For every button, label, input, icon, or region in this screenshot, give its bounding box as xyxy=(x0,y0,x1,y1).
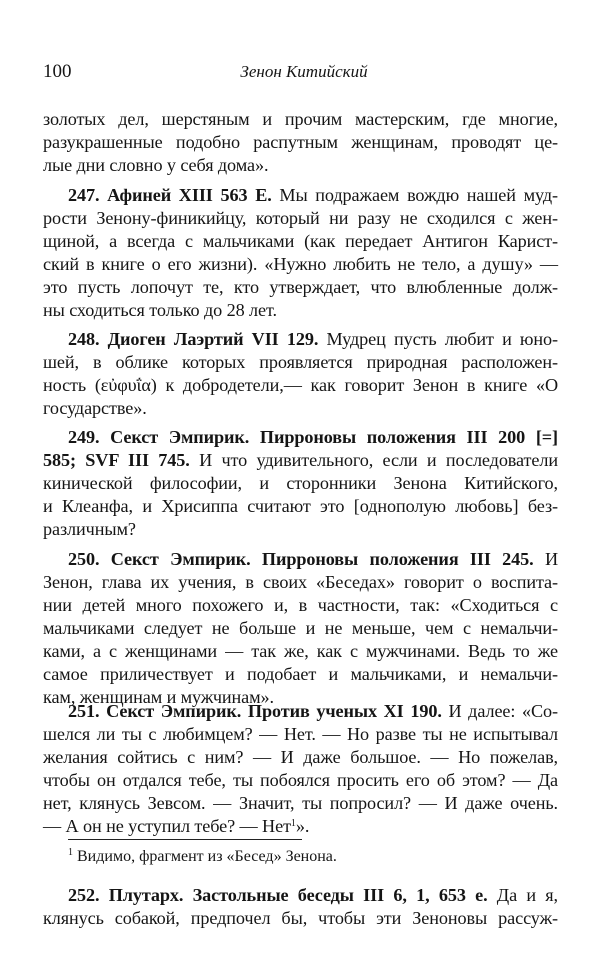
footnote-reference[interactable]: 1 xyxy=(290,818,296,829)
text-span: Да и я, xyxy=(487,885,558,905)
text-line: нии детей много похожего и, в частности, так: «Сходиться с xyxy=(43,595,558,615)
fragment-251-last-line xyxy=(43,815,558,838)
fragment-251-first-line xyxy=(68,700,558,723)
text-line: шелся ли ты с любимцем? — Нет. — Но разве ты не испытывал xyxy=(43,724,558,744)
text-span: ». xyxy=(295,816,310,836)
text-line: кам, женщинам и мужчинам». xyxy=(43,687,274,707)
fragment-247-first-line xyxy=(68,184,558,207)
text-line: ны сходиться только до 28 лет. xyxy=(43,300,277,320)
text-line: щиной, а всегда с мальчиками (как передает Антигон Карист- xyxy=(43,231,558,251)
footnote-rule xyxy=(68,839,302,840)
fragment-252-first-line xyxy=(68,884,558,907)
fragment-heading: 248. Диоген Лаэртий VII 129. xyxy=(68,329,319,349)
text-line: шей, в облике которых проявляется природная расположен- xyxy=(43,352,558,372)
text-span: — А он не уступил тебе? — Нет xyxy=(43,816,291,836)
text-line: золотых дел, шерстяным и прочим мастерским, где многие, xyxy=(43,109,558,129)
running-title: Зенон Китийский xyxy=(240,62,368,81)
fragment-heading: 251. Секст Эмпирик. Против ученых XI 190. xyxy=(68,701,442,721)
text-line: ность (εὐφυΐα) к добродетели,— как говорит Зенон в книге «О xyxy=(43,375,559,395)
text-line: лые дни словно у себя дома». xyxy=(43,155,269,175)
text-span: Мудрец пусть любит и юно- xyxy=(318,329,559,349)
text-line: ками, а с женщинами — так же, как с мужчинами. Ведь то же xyxy=(43,641,558,661)
fragment-heading: 249. Секст Эмпирик. Пирроновы положения III 200 [=] xyxy=(68,427,558,447)
text-line: клянусь собакой, предпочел бы, чтобы эти Зеноновы рассуж- xyxy=(43,908,558,928)
text-line: это пусть лопочут те, кто утверждает, что влюбленные долж- xyxy=(43,277,558,297)
text-span: И что удивительного, если и последователи xyxy=(189,450,558,470)
text-line: мальчиками следует не больше и не меньше, чем с немальчи- xyxy=(43,618,558,638)
fragment-heading-cont: 585; SVF III 745. xyxy=(43,450,190,470)
footnote-marker: 1 xyxy=(68,847,73,858)
text-line: ский в книге о его жизни). «Нужно любить не тело, а душу» — xyxy=(43,254,558,274)
fragment-249-second-line xyxy=(43,449,558,472)
text-line: Зенон, глава их учения, в своих «Беседах» говорит о воспита- xyxy=(43,572,558,592)
fragment-249-heading-line xyxy=(68,426,558,449)
text-line: и Клеанфа, и Хрисиппа считают это [однополую любовь] без- xyxy=(43,496,558,516)
text-span: И xyxy=(533,549,558,569)
fragment-248-first-line xyxy=(68,328,558,351)
text-line: государстве». xyxy=(43,398,147,418)
fragment-heading: 252. Плутарх. Застольные беседы III 6, 1, 653 е. xyxy=(68,885,488,905)
text-span: Мы подражаем вождю нашей муд- xyxy=(271,185,558,205)
text-span: И далее: «Со- xyxy=(441,701,558,721)
text-line: самое приличествует и подобает и мальчиками, и немальчи- xyxy=(43,664,558,684)
footnote xyxy=(68,846,337,868)
text-line: кинической философии, и сторонники Зенона Китийского, xyxy=(43,473,558,493)
text-line: чтобы он отдался тебе, ты побоялся просить его об этом? — Да xyxy=(43,770,558,790)
fragment-heading: 247. Афиней XIII 563 Е. xyxy=(68,185,272,205)
text-line: нет, клянусь Зевсом. — Значит, ты попросил? — И даже очень. xyxy=(43,793,558,813)
text-line: различным? xyxy=(43,519,136,539)
footnote-text: Видимо, фрагмент из «Бесед» Зенона. xyxy=(73,848,337,865)
fragment-heading: 250. Секст Эмпирик. Пирроновы положения III 245. xyxy=(68,549,534,569)
text-line: рости Зенону-финикийцу, который ни разу не сходился с жен- xyxy=(43,208,558,228)
page-number: 100 xyxy=(43,61,72,82)
text-line: желания сойтись с ним? — И даже большое. — Но пожелав, xyxy=(43,747,558,767)
text-line: разукрашенные подобно распутным женщинам, проводят це- xyxy=(43,132,558,152)
fragment-250-first-line xyxy=(68,548,558,571)
